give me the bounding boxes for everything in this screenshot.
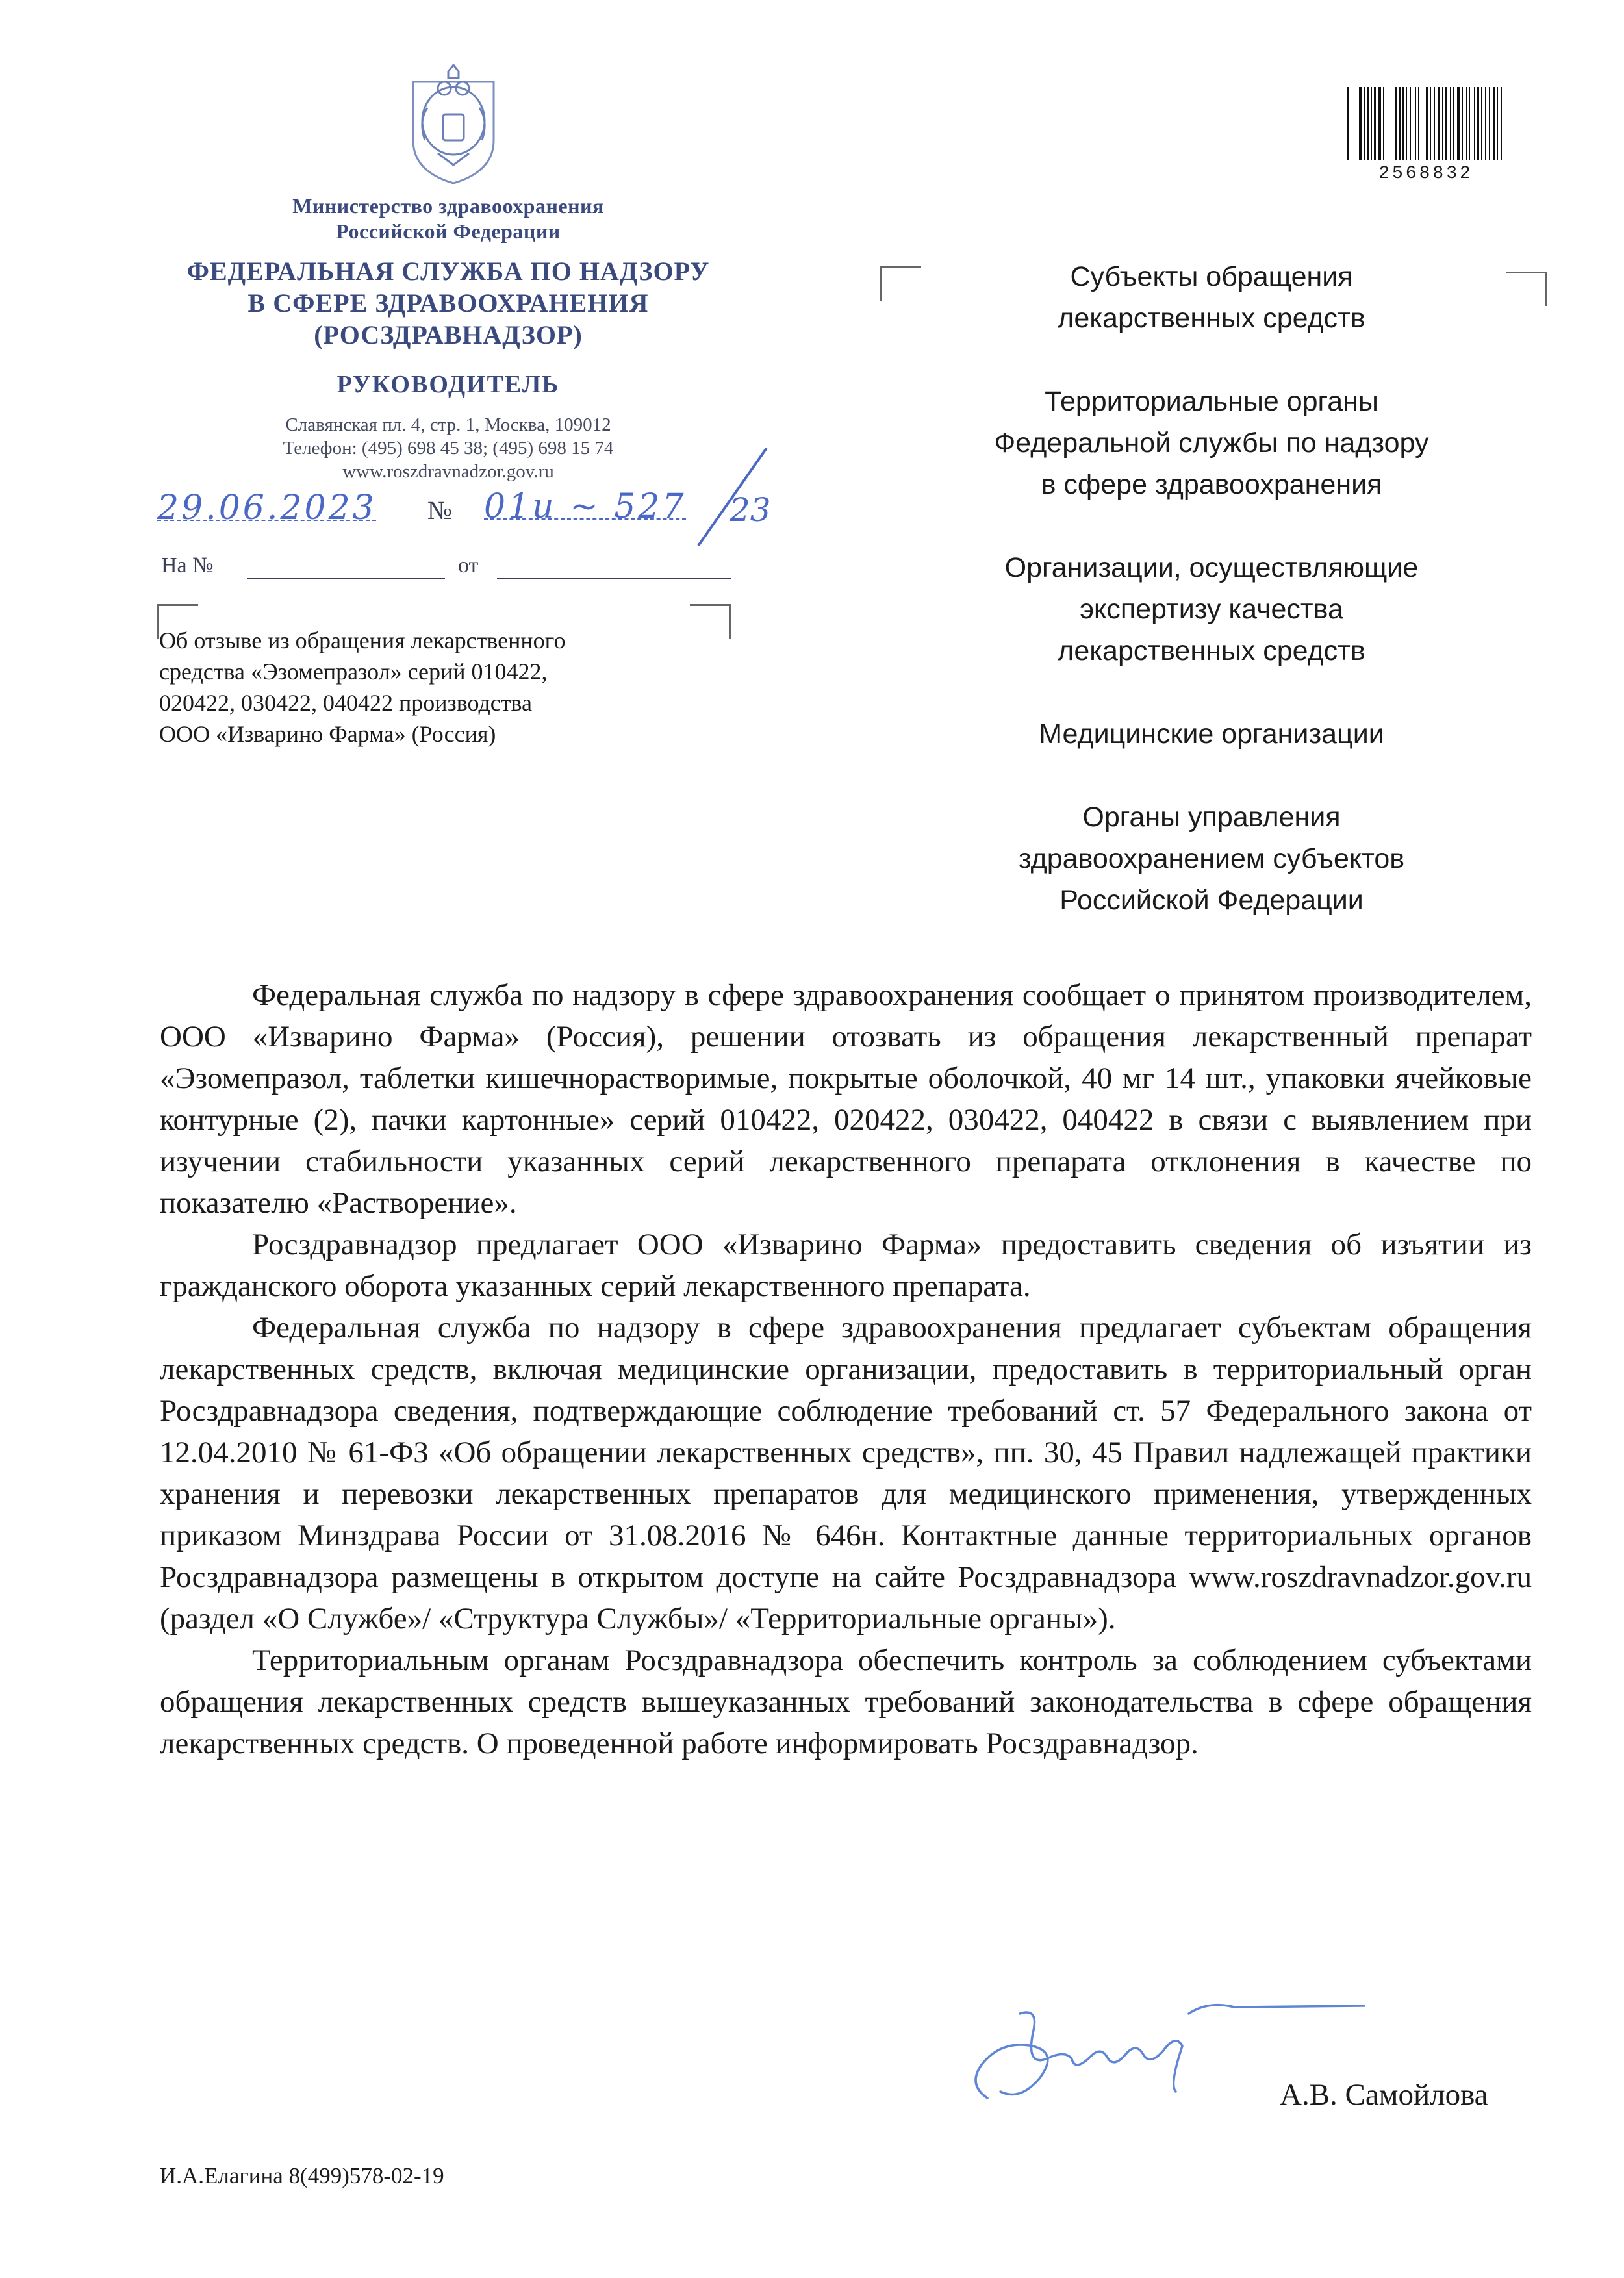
barcode-bar (1359, 87, 1362, 160)
website-line: www.roszdravnadzor.gov.ru (342, 461, 554, 482)
from-line (497, 578, 731, 579)
signer-name: А.В. Самойлова (1280, 2078, 1488, 2112)
recipient-item: Субъекты обращения лекарственных средств (1058, 261, 1365, 334)
barcode-bar (1442, 87, 1443, 160)
coat-of-arms-icon (399, 62, 508, 186)
address-block (162, 413, 734, 483)
registration-number: 01и ~ 527 (484, 487, 687, 526)
barcode-bar (1430, 87, 1431, 160)
registration-year-suffix (692, 442, 796, 552)
barcode-bar (1485, 87, 1486, 160)
barcode-bar (1378, 87, 1381, 160)
barcode-bar (1434, 87, 1435, 160)
body-paragraph: Росздравнадзор предлагает ООО «Изварино Фарма» предоставить сведения об изъятии из гражданского оборота указанных серий лекарственного препарата. (160, 1228, 1532, 1303)
barcode-bar (1462, 87, 1463, 160)
barcode-bar (1438, 87, 1440, 160)
barcode-bar (1501, 87, 1502, 160)
barcode-bar (1364, 87, 1365, 160)
barcode-bar (1347, 87, 1349, 160)
subject-line: Об отзыве из обращения лекарственного (159, 627, 566, 653)
barcode-bar (1497, 87, 1498, 160)
service-line: ФЕДЕРАЛЬНАЯ СЛУЖБА ПО НАДЗОРУ (186, 257, 710, 286)
ministry-line: Российской Федерации (336, 220, 561, 243)
barcode-bar (1489, 87, 1490, 160)
barcode-bar (1474, 87, 1475, 160)
registration-number-label: № (427, 496, 453, 525)
barcode-bar (1374, 87, 1376, 160)
recipient-item: Органы управления здравоохранением субъектов Российской Федерации (1018, 802, 1405, 916)
barcode-bar (1395, 87, 1397, 160)
recipient-corner-left (880, 266, 921, 301)
barcode-bar (1466, 87, 1467, 160)
body-paragraph: Федеральная служба по надзору в сфере здравоохранения предлагает субъектам обращения лекарственных средств, включая медицинские организации, предоставить в территориальный орган Росздравнадзора сведения, подтверждающие соблюдение требований ст. 57 Федерального закона от 12.04.2010 № 61-ФЗ «Об обращении лекарственных средств», пп. 30, 45 Правил надлежащей практики хранения и перевозки лекарственных препаратов для медицинского применения, утвержденных приказом Минздрава России от 31.08.2016 № 646н. Контактные данные территориальных органов Росздравнадзора размещены в открытом доступе на сайте Росздравнадзора www.roszdravnadzor.gov.ru (раздел «О Службе»/ «Структура Службы»/ «Территориальные органы»). (160, 1311, 1532, 1636)
head-title: РУКОВОДИТЕЛЬ (336, 371, 560, 398)
letter-body (160, 974, 1532, 1764)
service-line: В СФЕРЕ ЗДРАВООХРАНЕНИЯ (247, 288, 649, 318)
barcode-bar (1383, 87, 1384, 160)
barcode-bar (1371, 87, 1372, 160)
ministry-name (201, 194, 695, 244)
barcode-bar (1457, 87, 1460, 160)
service-line: (РОСЗДРАВНАДЗОР) (314, 320, 583, 349)
subject-line: 020422, 030422, 040422 производства (159, 690, 532, 716)
recipient-item: Территориальные органы Федеральной службы по надзору в сфере здравоохранения (994, 386, 1429, 500)
barcode-bar (1450, 87, 1451, 160)
recipients-block (935, 256, 1488, 963)
barcode-bar (1477, 87, 1479, 160)
from-label: от (458, 553, 479, 577)
barcode-bar (1426, 87, 1428, 160)
barcode-bar (1402, 87, 1404, 160)
recipient-item: Медицинские организации (1039, 718, 1384, 750)
year-suffix-text: 23 (730, 491, 771, 529)
barcode-bar (1415, 87, 1416, 160)
executor-contact: И.А.Елагина 8(499)578-02-19 (160, 2163, 444, 2188)
barcode-bar (1406, 87, 1407, 160)
barcode-bar (1367, 87, 1369, 160)
barcode-bar (1453, 87, 1454, 160)
registration-date: 29.06.2023 (157, 488, 377, 527)
barcode-bar (1469, 87, 1470, 160)
barcode-number: 2568832 (1378, 164, 1473, 184)
barcode-bar (1445, 87, 1447, 160)
barcode-bar (1410, 87, 1411, 160)
subject-line: ООО «Изварино Фарма» (Россия) (159, 721, 496, 747)
barcode-bar (1493, 87, 1495, 160)
ministry-line: Министерство здравоохранения (292, 194, 604, 218)
letter-subject (159, 625, 744, 750)
address-line: Славянская пл. 4, стр. 1, Москва, 109012 (285, 414, 611, 435)
phone-line: Телефон: (495) 698 45 38; (495) 698 15 74 (283, 438, 614, 459)
body-paragraph: Федеральная служба по надзору в сфере здравоохранения сообщает о принятом производителем, ООО «Изварино Фарма» (Россия), решении отозвать из обращения лекарственный препарат «Эзомепразол, таблетки кишечнорастворимые, покрытые оболочкой, 40 мг 14 шт., упаковки ячейковые контурные (2), пачки картонные» серий 010422, 020422, 030422, 040422 в связи с выявлением при изучении стабильности указанных серий лекарственного препарата отклонения в качестве по показателю «Растворение». (160, 978, 1532, 1220)
recipient-corner-right (1506, 272, 1547, 306)
service-name (136, 255, 760, 351)
subject-line: средства «Эзомепразол» серий 010422, (159, 659, 548, 685)
reply-to-line (247, 578, 445, 579)
barcode (1345, 87, 1507, 165)
barcode-bar (1399, 87, 1401, 160)
recipient-item: Организации, осуществляющие экспертизу качества лекарственных средств (1004, 552, 1419, 666)
barcode-bar (1481, 87, 1482, 160)
barcode-bar (1418, 87, 1419, 160)
body-paragraph: Территориальным органам Росздравнадзора обеспечить контроль за соблюдением субъектами обращения лекарственных средств вышеуказанных требований законодательства в сфере обращения лекарственных средств. О проведенной работе информировать Росздравнадзор. (160, 1643, 1532, 1760)
reply-to-label: На № (161, 553, 214, 577)
